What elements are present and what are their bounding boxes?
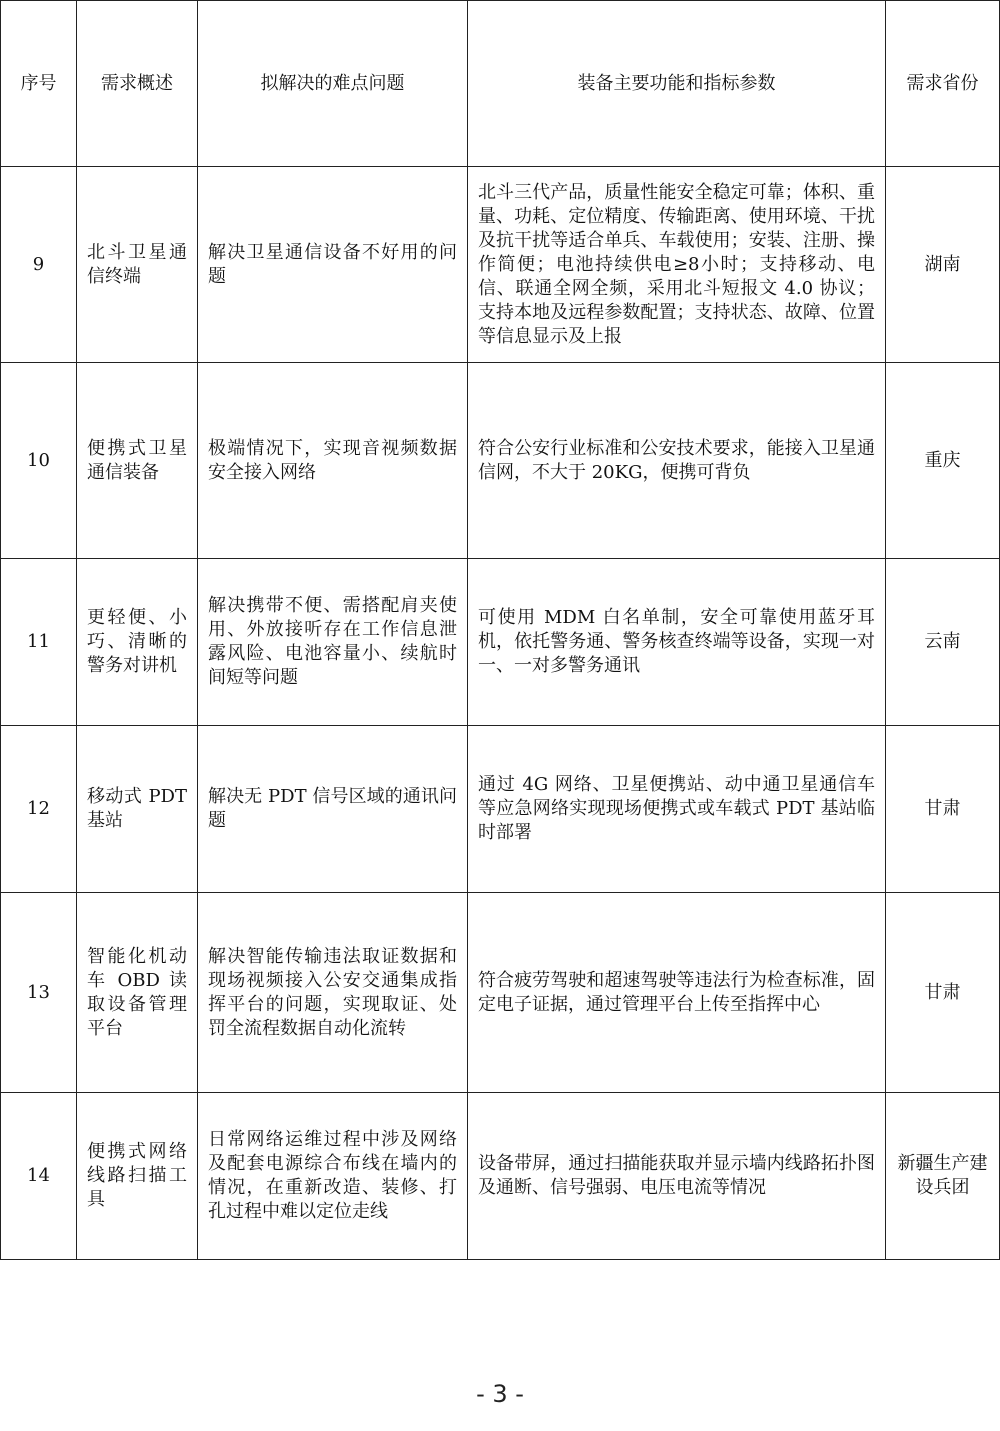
table-row <box>1 363 1000 559</box>
header-spec: 装备主要功能和指标参数 <box>468 1 886 167</box>
table-row <box>1 1093 1000 1260</box>
row-seq: 12 <box>1 726 77 893</box>
row-summary: 便携式网络线路扫描工具 <box>77 1093 198 1260</box>
row-spec: 符合疲劳驾驶和超速驾驶等违法行为检查标准，固定电子证据，通过管理平台上传至指挥中心 <box>468 893 886 1093</box>
row-seq: 9 <box>1 167 77 363</box>
row-spec: 北斗三代产品，质量性能安全稳定可靠；体积、重量、功耗、定位精度、传输距离、使用环境、干扰及抗干扰等适合单兵、车载使用；安装、注册、操作简便；电池持续供电≥8小时；支持移动、电信、联通全网全频，采用北斗短报文 4.0 协议；支持本地及远程参数配置；支持状态、故障、位置等信息显示及上报 <box>468 167 886 363</box>
row-seq: 13 <box>1 893 77 1093</box>
row-spec: 通过 4G 网络、卫星便携站、动中通卫星通信车等应急网络实现现场便携式或车载式 PDT 基站临时部署 <box>468 726 886 893</box>
row-summary: 移动式 PDT 基站 <box>77 726 198 893</box>
row-province: 重庆 <box>886 363 1000 559</box>
header-seq: 序号 <box>1 1 77 167</box>
row-problem: 解决智能传输违法取证数据和现场视频接入公安交通集成指挥平台的问题，实现取证、处罚全流程数据自动化流转 <box>198 893 468 1093</box>
row-summary: 便携式卫星通信装备 <box>77 363 198 559</box>
row-spec: 设备带屏，通过扫描能获取并显示墙内线路拓扑图及通断、信号强弱、电压电流等情况 <box>468 1093 886 1260</box>
table-row <box>1 167 1000 363</box>
row-summary: 智能化机动车 OBD 读取设备管理平台 <box>77 893 198 1093</box>
row-province: 甘肃 <box>886 726 1000 893</box>
row-seq: 10 <box>1 363 77 559</box>
table-row <box>1 726 1000 893</box>
row-problem: 解决无 PDT 信号区域的通讯问题 <box>198 726 468 893</box>
row-spec: 符合公安行业标准和公安技术要求，能接入卫星通信网，不大于 20KG，便携可背负 <box>468 363 886 559</box>
header-problem: 拟解决的难点问题 <box>198 1 468 167</box>
table-row <box>1 893 1000 1093</box>
header-province: 需求省份 <box>886 1 1000 167</box>
row-province: 甘肃 <box>886 893 1000 1093</box>
row-summary: 更轻便、小巧、清晰的警务对讲机 <box>77 559 198 726</box>
row-summary: 北斗卫星通信终端 <box>77 167 198 363</box>
header-summary: 需求概述 <box>77 1 198 167</box>
row-province: 湖南 <box>886 167 1000 363</box>
row-seq: 14 <box>1 1093 77 1260</box>
row-problem: 解决携带不便、需搭配肩夹使用、外放接听存在工作信息泄露风险、电池容量小、续航时间短等问题 <box>198 559 468 726</box>
page-number: - 3 - <box>476 1380 524 1408</box>
row-province: 云南 <box>886 559 1000 726</box>
row-problem: 日常网络运维过程中涉及网络及配套电源综合布线在墙内的情况，在重新改造、装修、打孔过程中难以定位走线 <box>198 1093 468 1260</box>
table-row <box>1 559 1000 726</box>
header-row <box>1 1 1000 167</box>
row-seq: 11 <box>1 559 77 726</box>
row-problem: 解决卫星通信设备不好用的问题 <box>198 167 468 363</box>
row-province: 新疆生产建设兵团 <box>886 1093 1000 1260</box>
row-problem: 极端情况下，实现音视频数据安全接入网络 <box>198 363 468 559</box>
row-spec: 可使用 MDM 白名单制，安全可靠使用蓝牙耳机，依托警务通、警务核查终端等设备，实现一对一、一对多警务通讯 <box>468 559 886 726</box>
